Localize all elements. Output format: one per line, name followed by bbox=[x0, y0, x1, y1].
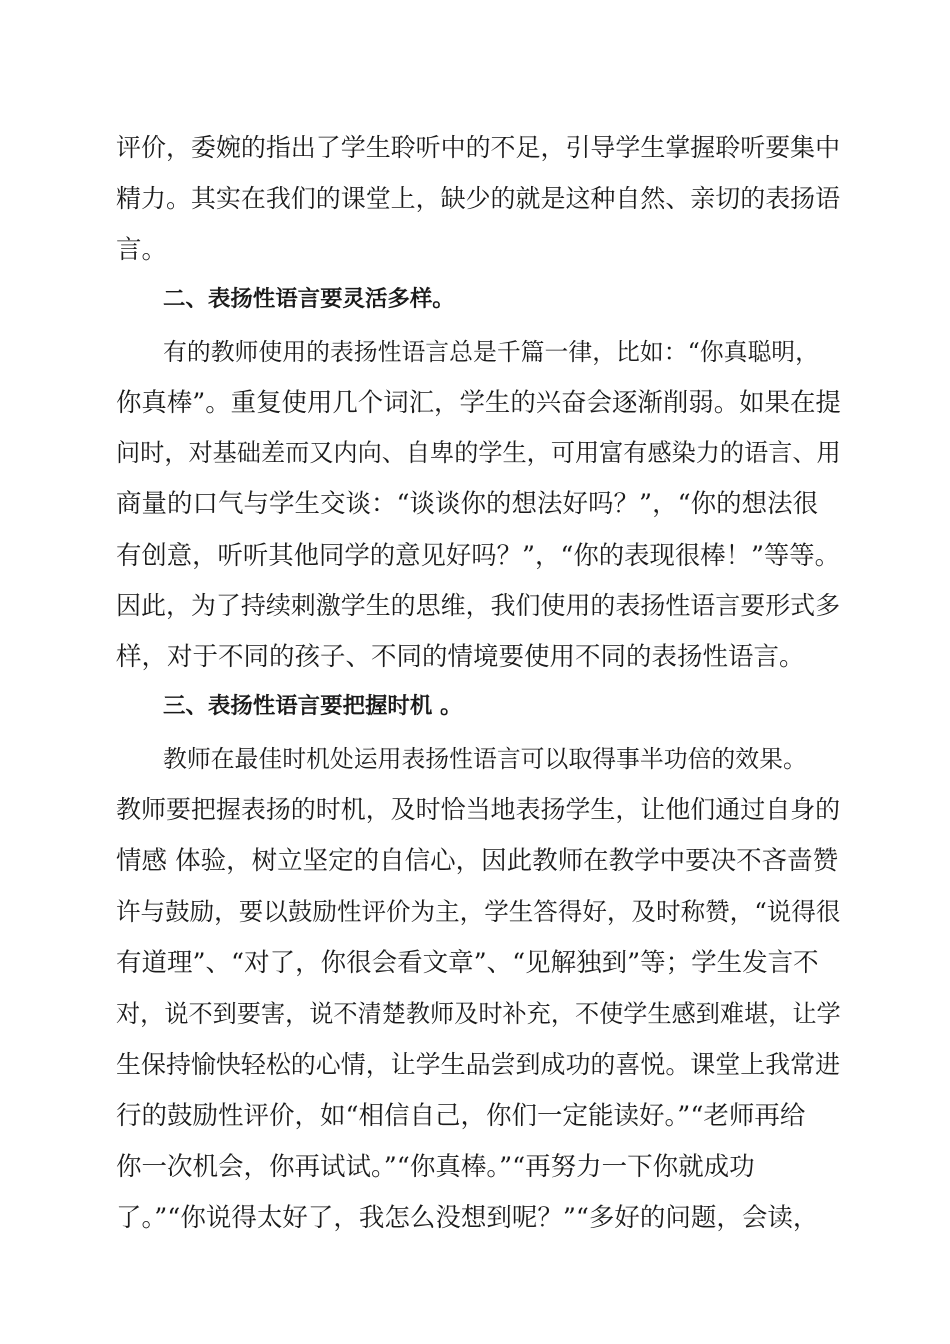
paragraph-line: 样，对于不同的孩子、不同的情境要使用不同的表扬性语言。 bbox=[116, 642, 805, 672]
paragraph-line: 生保持愉快轻松的心情，让学生品尝到成功的喜悦。课堂上我常进 bbox=[116, 1050, 841, 1079]
paragraph-line: 情感 体验，树立坚定的自信心，因此教师在教学中要决不吝啬赞 bbox=[116, 846, 839, 876]
paragraph-line: 问时，对基础差而又内向、自卑的学生，可用富有感染力的语言、用 bbox=[116, 439, 841, 467]
paragraph-line: 商量的口气与学生交谈：“谈谈你的想法好吗？”，“你的想法很 bbox=[116, 489, 819, 519]
paragraph-line: 评价，委婉的指出了学生聆听中的不足，引导学生掌握聆听要集中 bbox=[116, 133, 841, 162]
paragraph-line: 你真棒”。重复使用几个词汇，学生的兴奋会逐渐削弱。如果在提 bbox=[116, 387, 841, 417]
paragraph-line: 行的鼓励性评价，如“相信自己，你们一定能读好。”“老师再给 bbox=[116, 1101, 806, 1131]
paragraph-line: 了。”“你说得太好了，我怎么没想到呢？”“多好的问题，会读， bbox=[116, 1203, 819, 1233]
section-heading-2: 二、表扬性语言要灵活多样。 bbox=[163, 286, 455, 312]
paragraph-line: 有创意，听听其他同学的意见好吗？”，“你的表现很棒！”等等。 bbox=[116, 540, 841, 570]
paragraph-line: 因此，为了持续刺激学生的思维，我们使用的表扬性语言要形式多 bbox=[116, 591, 841, 620]
paragraph-line: 有的教师使用的表扬性语言总是千篇一律，比如：“你真聪明， bbox=[163, 338, 819, 366]
paragraph-line: 教师在最佳时机处运用表扬性语言可以取得事半功倍的效果。 bbox=[163, 745, 807, 773]
paragraph-line: 言。 bbox=[116, 235, 168, 265]
paragraph-line: 有道理”、“对了，你很会看文章”、“见解独到”等；学生发言不 bbox=[116, 948, 819, 978]
paragraph-line: 精力。其实在我们的课堂上，缺少的就是这种自然、亲切的表扬语 bbox=[116, 184, 841, 213]
paragraph-line: 许与鼓励，要以鼓励性评价为主，学生答得好，及时称赞，“说得很 bbox=[116, 897, 841, 926]
paragraph-line: 对，说不到要害，说不清楚教师及时补充，不使学生感到难堪，让学 bbox=[116, 1000, 841, 1028]
paragraph-line: 教师要把握表扬的时机，及时恰当地表扬学生，让他们通过自身的 bbox=[116, 795, 841, 824]
paragraph-line: 你一次机会，你再试试。”“你真棒。”“再努力一下你就成功 bbox=[116, 1152, 755, 1182]
section-heading-3: 三、表扬性语言要把握时机 。 bbox=[163, 693, 463, 719]
